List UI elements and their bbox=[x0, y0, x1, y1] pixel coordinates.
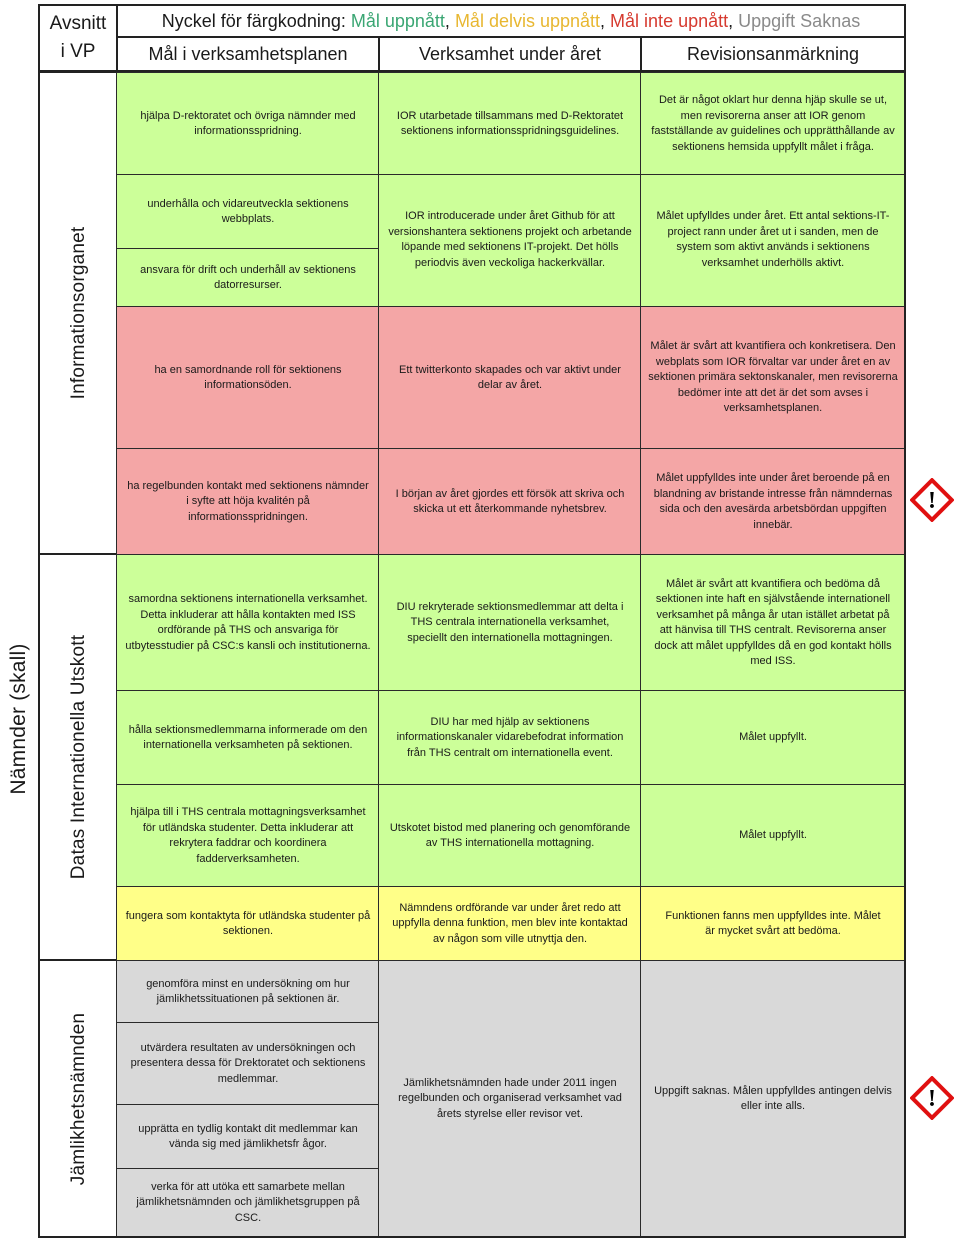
col-header-remark: Revisionsanmärkning bbox=[640, 36, 906, 72]
activity-cell: Utskotet bistod med planering och genomförande av THS internationella mottagning. bbox=[378, 784, 642, 888]
warning-symbol: ! bbox=[928, 1086, 936, 1112]
activity-cell: DIU har med hjälp av sektionens informationskanaler vidarebefodrat information från THS centralt om internationella event. bbox=[378, 690, 642, 786]
activity-cell: DIU rekryterade sektionsmedlemmar att delta i THS centrala internationella verksamhet, speciellt den internationella mottagningen. bbox=[378, 554, 642, 692]
group-label-info-text: Informationsorganet bbox=[67, 226, 89, 400]
activity-cell: IOR utarbetade tillsammans med D-Rektoratet sektionens informationsspridningsguidelines. bbox=[378, 72, 642, 176]
activity-cell: Nämndens ordförande var under året redo att uppfylla denna funktion, men blev inte kontaktad av någon som ville utnyttja den. bbox=[378, 886, 642, 962]
group-label-info bbox=[38, 72, 118, 554]
remark-cell: Målet är svårt att kvantifiera och konkretisera. Den webplats som IOR förvaltar var under året en av sektionen primära sektonskanaler, men revisorerna bedömer inte att det är det som avses i verksamhetsplanen. bbox=[640, 306, 906, 450]
activity-cell: Jämlikhetsnämnden hade under 2011 ingen regelbunden och organiserad verksamhet vad årets styrelse eller revisor vet. bbox=[378, 960, 642, 1238]
warning-icon bbox=[910, 478, 954, 522]
warning-symbol: ! bbox=[928, 488, 936, 514]
goal-cell: genomföra minst en undersökning om hur jämlikhetssituationen på sektionen är. bbox=[116, 960, 380, 1024]
goal-cell: samordna sektionens internationella verksamhet. Detta inkluderar att hålla kontakten med ISS ordförande på THS och ansvariga för utbytesstudier på CSC:s kansli och institutionerna. bbox=[116, 554, 380, 692]
goal-cell: hålla sektionsmedlemmarna informerade om den internationella verksamheten på sektionen. bbox=[116, 690, 380, 786]
remark-cell: Målet uppfyllt. bbox=[640, 690, 906, 786]
group-label-jam bbox=[38, 960, 118, 1238]
warning-icon bbox=[910, 1076, 954, 1120]
activity-cell: I början av året gjordes ett försök att skriva och skicka ut ett återkommande nyhetsbrev. bbox=[378, 448, 642, 556]
activity-cell: Ett twitterkonto skapades och var aktivt under delar av året. bbox=[378, 306, 642, 450]
goal-cell: ha en samordnande roll för sektionens informationsöden. bbox=[116, 306, 380, 450]
key-missing: Uppgift Saknas bbox=[738, 10, 861, 31]
key-partial: Mål delvis uppnått bbox=[454, 10, 601, 31]
key-sep-2: , bbox=[600, 10, 611, 31]
section-header-cell bbox=[38, 4, 118, 72]
key-not-achieved: Mål inte upnått bbox=[610, 10, 729, 31]
color-key bbox=[116, 4, 906, 38]
group-label-datas bbox=[38, 554, 118, 960]
section-label: Avsnitt i VP bbox=[49, 13, 107, 62]
goal-cell: ha regelbunden kontakt med sektionens nämnder i syfte att höja kvalitén på informationsspridningen. bbox=[116, 448, 380, 556]
remark-cell: Målet är svårt att kvantifiera och bedöma då sektionen inte haft en självstående internationell verksamhet på många år utan istället arbetat på att hänvisa till THS centralt. Revisorerna anser dock att målet uppfylldes då en god kontakt hölls med ISS. bbox=[640, 554, 906, 692]
remark-cell: Målet uppfyllt. bbox=[640, 784, 906, 888]
goal-cell: underhålla och vidareutveckla sektionens webbplats. bbox=[116, 174, 380, 250]
group-label-jam-text: Jämlikhetsnämnden bbox=[67, 1012, 89, 1185]
key-sep-3: , bbox=[728, 10, 739, 31]
group-label-nämnder bbox=[0, 554, 38, 884]
remark-cell: Det är något oklart hur denna hjäp skulle se ut, men revisorerna anser att IOR genom fastställande av guidelines och upprätthållande av sektionens hemsida uppfyllt målet i fråga. bbox=[640, 72, 906, 176]
goal-cell: hjälpa D-rektoratet och övriga nämnder med informationsspridning. bbox=[116, 72, 380, 176]
goal-cell: ansvara för drift och underhåll av sektionens datorresurser. bbox=[116, 248, 380, 308]
activity-cell: IOR introducerade under året Github för att versionshantera sektionens projekt och arbetande löpande med sektionens IT-projekt. Det hölls periodvis även veckoliga hackerkvällar. bbox=[378, 174, 642, 308]
goal-cell: fungera som kontaktyta för utländska studenter på sektionen. bbox=[116, 886, 380, 962]
key-achieved: Mål uppnått bbox=[350, 10, 445, 31]
col-header-goals: Mål i verksamhetsplanen bbox=[116, 36, 380, 72]
color-key-label: Nyckel för färgkodning: bbox=[161, 10, 351, 31]
remark-cell: Målet upfylldes under året. Ett antal sektions-IT-project rann under året ut i sanden, men de system som aktivt används i sektionens verksamhet underhölls aktivt. bbox=[640, 174, 906, 308]
goal-cell: utvärdera resultaten av undersökningen och presentera dessa för Drektoratet och sektionens medlemmar. bbox=[116, 1022, 380, 1106]
goal-cell: verka för att utöka ett samarbete mellan jämlikhetsnämnden och jämlikhetsgruppen på CSC. bbox=[116, 1168, 380, 1238]
group-label-nämnder-text: Nämnder (skall) bbox=[7, 643, 30, 795]
goal-cell: hjälpa till i THS centrala mottagningsverksamhet för utländska studenter. Detta inkluderar att rekrytera faddrar och koordinera fadderverksamheten. bbox=[116, 784, 380, 888]
goal-cell: upprätta en tydlig kontakt dit medlemmar kan vända sig med jämlikhetsfr ågor. bbox=[116, 1104, 380, 1170]
remark-cell: Målet uppfylldes inte under året beroende på en blandning av bristande intresse från nämndernas sida och den avesärda arbetsbördan uppgiften innebär. bbox=[640, 448, 906, 556]
group-label-datas-text: Datas Internationella Utskott bbox=[67, 634, 89, 880]
key-sep-1: , bbox=[444, 10, 455, 31]
col-header-activity: Verksamhet under året bbox=[378, 36, 642, 72]
remark-cell: Uppgift saknas. Målen uppfylldes antingen delvis eller inte alls. bbox=[640, 960, 906, 1238]
remark-cell: Funktionen fanns men uppfylldes inte. Målet är mycket svårt att bedöma. bbox=[640, 886, 906, 962]
